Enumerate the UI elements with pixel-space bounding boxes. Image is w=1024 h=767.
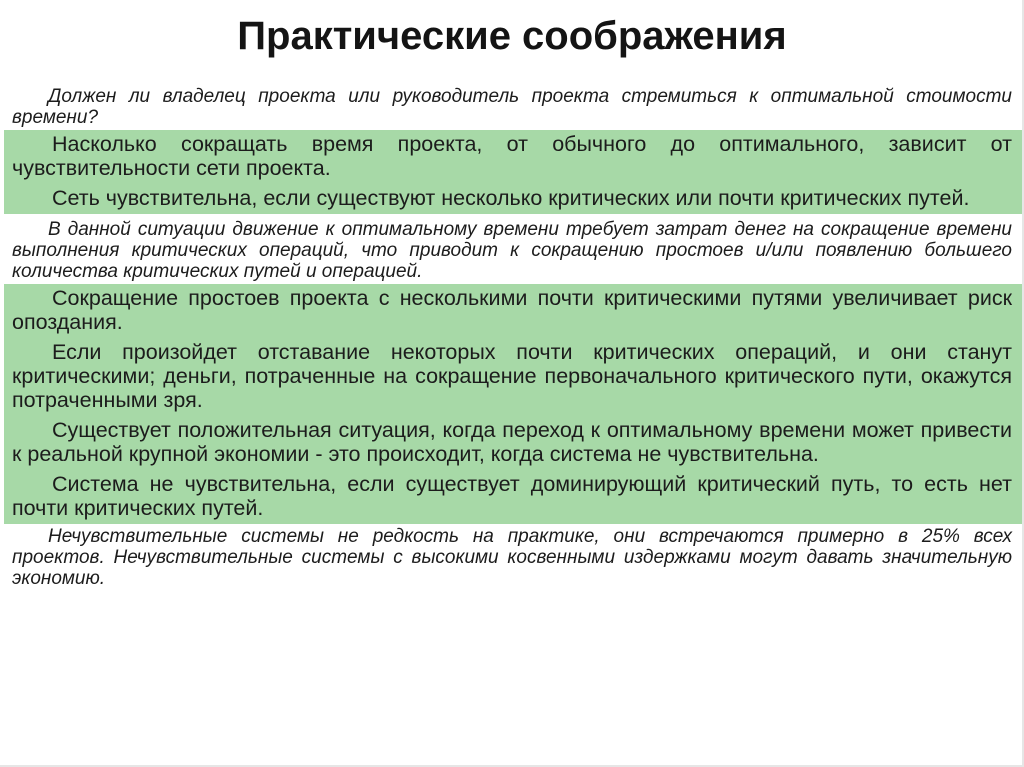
insensitive-definition: Система не чувствительна, если существует доминирующий критический путь, то есть нет почти критических путей. (12, 472, 1012, 520)
sensitivity-block (4, 130, 1022, 214)
practice-text: Нечувствительные системы не редкость на практике, они встречаются примерно в 25% всех проектов. Нечувствительные системы с высокими косвенными издержками могут давать значительную экономию. (12, 526, 1012, 589)
delay-paragraph: Если произойдет отставание некоторых почти критических операций, и они станут критическими; деньги, потраченные на сокращение первоначального критического пути, окажутся потраченными зря. (12, 340, 1012, 412)
question-block (4, 84, 1022, 130)
slide-content (4, 84, 1022, 591)
savings-paragraph: Существует положительная ситуация, когда переход к оптимальному времени может привести к реальной крупной экономии - это происходит, когда система не чувствительна. (12, 418, 1012, 466)
risk-block (4, 284, 1022, 524)
question-text: Должен ли владелец проекта или руководитель проекта стремиться к оптимальной стоимости времени? (12, 86, 1012, 128)
situation-block (4, 217, 1022, 284)
practice-block (4, 524, 1022, 591)
sensitivity-paragraph: Насколько сокращать время проекта, от обычного до оптимального, зависит от чувствительности сети проекта. (12, 132, 1012, 180)
slide-title: Практические соображения (237, 14, 787, 58)
sensitivity-definition: Сеть чувствительна, если существуют несколько критических или почти критических путей. (52, 186, 970, 210)
situation-text: В данной ситуации движение к оптимальному времени требует затрат денег на сокращение времени выполнения критических операций, что приводит к сокращению простоев и/или появлению большего количества критических путей и операцией. (12, 219, 1012, 282)
risk-paragraph: Сокращение простоев проекта с несколькими почти критическими путями увеличивает риск опоздания. (12, 286, 1012, 334)
